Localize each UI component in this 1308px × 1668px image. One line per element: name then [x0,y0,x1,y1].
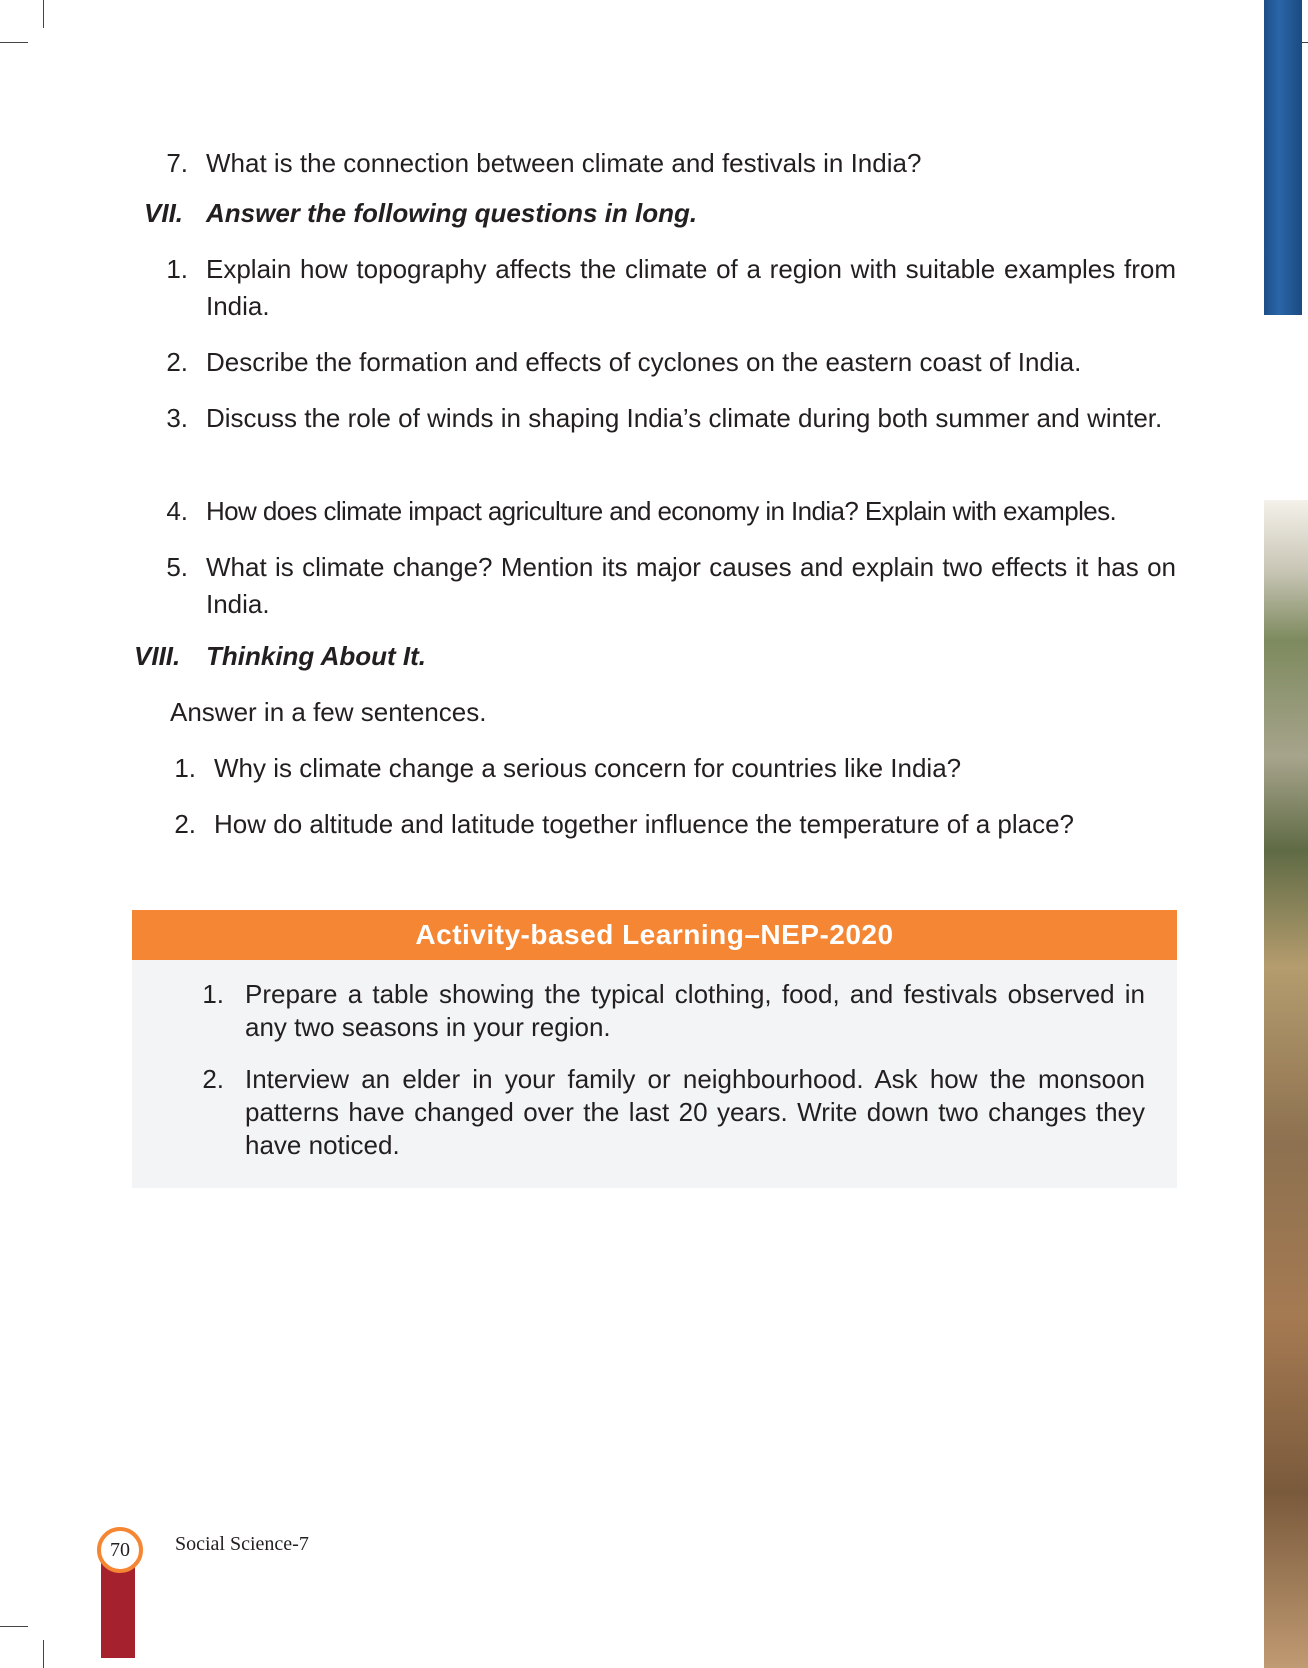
question-text: What is climate change? Mention its major causes and explain two effects it has on India. [206,552,1176,619]
question-text: Explain how topography affects the climate of a region with suitable examples from India. [206,254,1176,321]
activity-item-number: 1. [202,979,224,1009]
question-text: Describe the formation and effects of cyclones on the eastern coast of India. [206,347,1082,377]
page-edge-photo-strip [1264,500,1308,1668]
question-text: Discuss the role of winds in shaping India’s climate during both summer and winter. [206,403,1163,433]
question-number: 5. [166,552,188,582]
crop-mark [43,0,44,28]
section-numeral: VII. [144,198,184,228]
question-number: 1. [166,254,188,284]
page-edge-blue-strip [1264,0,1302,315]
page-number: 70 [97,1527,143,1573]
question-number: 2. [174,809,196,839]
activity-item-text: Prepare a table showing the typical clothing, food, and festivals observed in any two seasons in your region. [245,979,1145,1042]
question-text: Why is climate change a serious concern for countries like India? [214,753,962,783]
question-number: 3. [166,403,188,433]
crop-mark [43,1640,44,1668]
question-number: 2. [166,347,188,377]
question-text: How does climate impact agriculture and economy in India? Explain with examples. [206,496,1117,526]
activity-item-number: 2. [202,1064,224,1094]
question-text: What is the connection between climate and festivals in India? [206,148,922,178]
section-numeral: VIII. [134,641,181,671]
section-instruction: Answer in a few sentences. [170,697,487,727]
question-number: 4. [166,496,188,526]
activity-item-text: Interview an elder in your family or neighbourhood. Ask how the monsoon patterns have changed over the last 20 years. Write down two changes they have noticed. [245,1064,1145,1160]
question-number: 1. [174,753,196,783]
section-heading: Thinking About It. [206,641,426,671]
crop-mark [0,1626,28,1627]
section-heading: Answer the following questions in long. [206,198,698,228]
question-text: How do altitude and latitude together influence the temperature of a place? [214,809,1075,839]
book-title: Social Science-7 [175,1533,309,1555]
crop-mark [0,42,28,43]
question-number: 7. [166,148,188,178]
activity-title: Activity-based Learning–NEP-2020 [132,910,1177,960]
